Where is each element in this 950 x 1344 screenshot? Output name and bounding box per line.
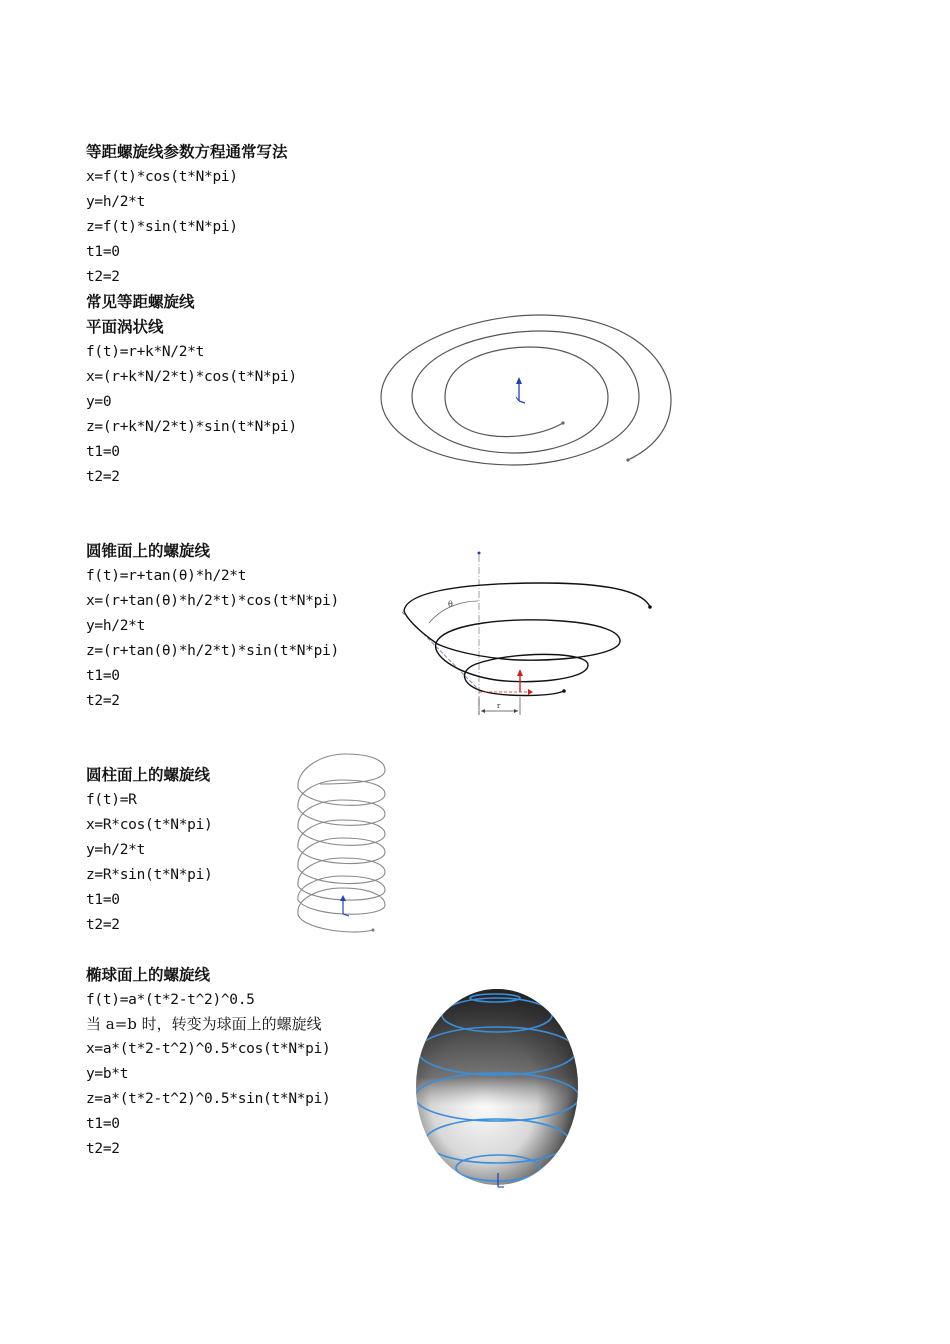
cylinder-line-1: f(t)=R bbox=[86, 792, 137, 808]
cone-line-2: x=(r+tan(θ)*h/2*t)*cos(t*N*pi) bbox=[86, 593, 339, 609]
planar-line-4: z=(r+k*N/2*t)*sin(t*N*pi) bbox=[86, 419, 297, 435]
ellipsoid-title: 椭球面上的螺旋线 bbox=[86, 966, 211, 984]
cone-line-4: z=(r+tan(θ)*h/2*t)*sin(t*N*pi) bbox=[86, 643, 339, 659]
cylinder-line-4: z=R*sin(t*N*pi) bbox=[86, 867, 213, 883]
axis-triad-icon bbox=[340, 895, 349, 916]
intro-line-1: x=f(t)*cos(t*N*pi) bbox=[86, 169, 238, 185]
r-label: r bbox=[497, 702, 501, 710]
ellipsoid-line-6: t1=0 bbox=[86, 1116, 120, 1132]
ellipsoid-line-1: f(t)=a*(t*2-t^2)^0.5 bbox=[86, 992, 255, 1008]
ellipsoid-line-2: 当 a=b 时，转变为球面上的螺旋线 bbox=[86, 1015, 322, 1033]
cone-axis-top-point bbox=[478, 552, 481, 555]
cylinder-line-5: t1=0 bbox=[86, 892, 120, 908]
cone-line-5: t1=0 bbox=[86, 668, 120, 684]
planar-line-5: t1=0 bbox=[86, 444, 120, 460]
cone-line-6: t2=2 bbox=[86, 693, 120, 709]
ellipsoid-line-7: t2=2 bbox=[86, 1141, 120, 1157]
cone-spiral-curve bbox=[404, 583, 650, 696]
cone-title: 圆锥面上的螺旋线 bbox=[86, 542, 211, 560]
planar-line-1: f(t)=r+k*N/2*t bbox=[86, 344, 205, 360]
ellipsoid-line-3: x=a*(t*2-t^2)^0.5*cos(t*N*pi) bbox=[86, 1041, 331, 1057]
cone-line-1: f(t)=r+tan(θ)*h/2*t bbox=[86, 568, 247, 584]
theta-label: θ bbox=[448, 600, 453, 609]
cylinder-spiral-figure bbox=[290, 748, 395, 940]
spiral-end-point bbox=[626, 458, 629, 461]
ellipsoid-line-4: y=b*t bbox=[86, 1066, 129, 1082]
cone-line-3: y=h/2*t bbox=[86, 618, 146, 634]
planar-line-6: t2=2 bbox=[86, 469, 120, 485]
spiral-start-point bbox=[561, 421, 564, 424]
ellipsoid-line-5: z=a*(t*2-t^2)^0.5*sin(t*N*pi) bbox=[86, 1091, 331, 1107]
intro-line-3: z=f(t)*sin(t*N*pi) bbox=[86, 219, 238, 235]
r-dimension bbox=[479, 697, 520, 715]
ellipsoid-spiral-figure bbox=[410, 985, 585, 1190]
cylinder-title: 圆柱面上的螺旋线 bbox=[86, 766, 211, 784]
cylinder-spiral-end-point bbox=[372, 929, 375, 932]
planar-line-2: x=(r+k*N/2*t)*cos(t*N*pi) bbox=[86, 369, 297, 385]
cylinder-line-2: x=R*cos(t*N*pi) bbox=[86, 817, 213, 833]
intro-line-4: t1=0 bbox=[86, 244, 120, 260]
cone-spiral-figure bbox=[392, 545, 662, 720]
theta-arc bbox=[429, 601, 478, 623]
cylinder-line-3: y=h/2*t bbox=[86, 842, 146, 858]
cylinder-spiral-curve bbox=[298, 754, 385, 932]
axis-triad-icon bbox=[516, 377, 525, 403]
planar-spiral-curve bbox=[381, 315, 671, 465]
planar-spiral-figure bbox=[375, 305, 680, 480]
cylinder-line-6: t2=2 bbox=[86, 917, 120, 933]
common-title: 常见等距螺旋线 bbox=[86, 293, 195, 311]
intro-line-2: y=h/2*t bbox=[86, 194, 146, 210]
intro-title: 等距螺旋线参数方程通常写法 bbox=[86, 143, 288, 161]
cone-spiral-end-point bbox=[648, 605, 652, 609]
cone-spiral-start-point bbox=[562, 689, 566, 693]
planar-title: 平面涡状线 bbox=[86, 318, 164, 336]
planar-line-3: y=0 bbox=[86, 394, 112, 410]
intro-line-5: t2=2 bbox=[86, 269, 120, 285]
